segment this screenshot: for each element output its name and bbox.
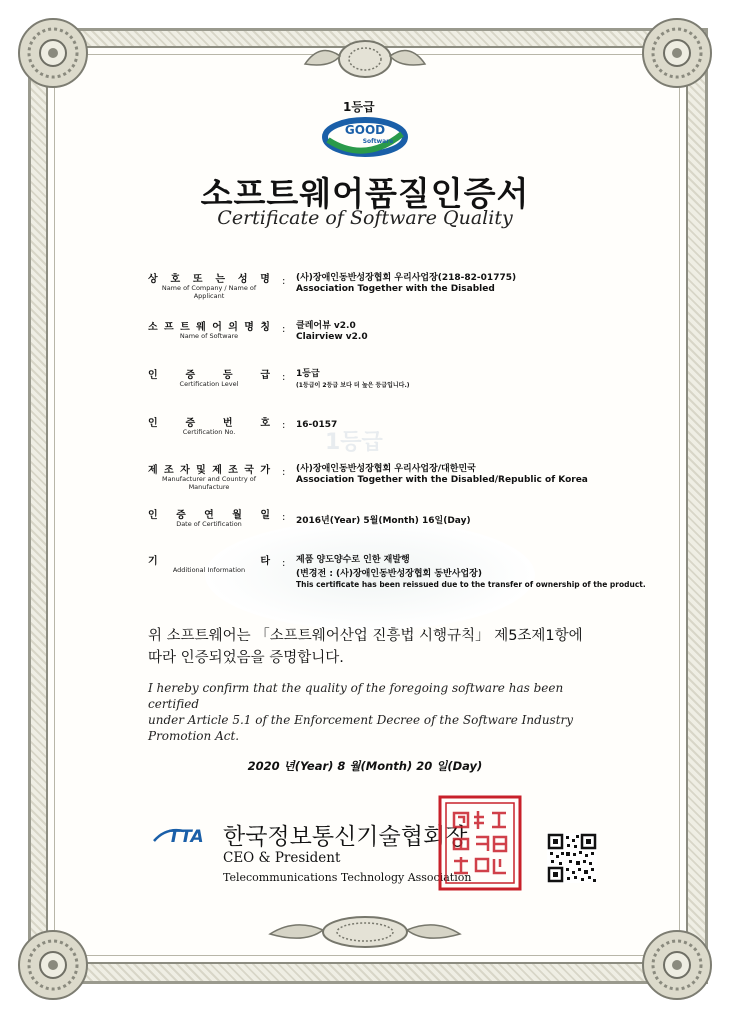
tta-logo-icon xyxy=(152,823,218,847)
grade-label: 1등급 xyxy=(343,100,375,114)
field-label-en: Date of Certification xyxy=(176,520,242,528)
issuer-name-english: Telecommunications Technology Association xyxy=(223,871,472,884)
field-label-en: Certification Level xyxy=(179,380,239,388)
good-software-logo-icon xyxy=(322,112,408,158)
field-label-en: Name of Software xyxy=(179,332,239,340)
seal-icon xyxy=(438,795,522,891)
field-label-ko: 인 증 연 월 일 xyxy=(148,510,270,521)
field-value: 1등급 xyxy=(296,369,320,379)
field-value: (사)장애인동반성장협회 우리사업장/대한민국 xyxy=(296,464,476,474)
field-value: This certificate has been reissued due to the transfer of ownership of the product. xyxy=(296,580,646,589)
corner-ornament-icon xyxy=(638,926,716,1004)
field-value: 16-0157 xyxy=(296,420,338,430)
watermark-text: 1등급 xyxy=(325,430,383,455)
statement-korean: 위 소프트웨어는 「소프트웨어산업 진흥법 시행규칙」 제5조제1항에 따라 인증되었음을 증명합니다. xyxy=(148,628,583,666)
logo-sub-text: Software xyxy=(362,138,394,145)
field-label-ko: 인 증 등 급 xyxy=(148,370,270,381)
crest-ornament-icon xyxy=(300,34,430,84)
field-value: (변경전 : (사)장애인동반성장협회 동반사업장) xyxy=(296,569,482,579)
issuer-name-korean: 한국정보통신기술협회장 xyxy=(223,824,468,850)
logo-main-text: GOOD xyxy=(344,123,386,137)
issuer-title: CEO & President xyxy=(223,850,341,866)
corner-ornament-icon xyxy=(638,14,716,92)
title-english: Certificate of Software Quality xyxy=(217,207,513,229)
corner-ornament-icon xyxy=(14,926,92,1004)
field-value: Association Together with the Disabled/Republic of Korea xyxy=(296,475,588,485)
corner-ornament-icon xyxy=(14,14,92,92)
field-value: Association Together with the Disabled xyxy=(296,284,495,294)
field-label-ko: 상 호 또 는 성 명 xyxy=(148,274,270,285)
field-label-en: Name of Company / Name of Applicant xyxy=(161,284,257,300)
field-value: 제품 양도양수로 인한 재발행 xyxy=(296,555,410,565)
crest-ornament-icon xyxy=(265,912,465,952)
qr-code-icon xyxy=(547,833,597,883)
field-label-ko: 기 타 xyxy=(148,556,270,567)
field-value: (사)장애인동반성장협회 우리사업장(218-82-01775) xyxy=(296,273,517,283)
field-label-ko: 제 조 자 및 제 조 국 가 xyxy=(148,465,270,476)
field-label-en: Manufacturer and Country of Manufacture xyxy=(161,475,257,491)
field-label-en: Certification No. xyxy=(182,428,236,436)
field-label-en: Additional Information xyxy=(172,566,246,574)
tta-logo-text: TTA xyxy=(168,827,204,847)
field-value: Clairview v2.0 xyxy=(296,332,368,342)
field-value: 2016년(Year) 5월(Month) 16일(Day) xyxy=(296,516,471,526)
field-value: (1등급이 2등급 보다 더 높은 등급입니다.) xyxy=(296,382,410,389)
title-korean: 소프트웨어품질인증서 xyxy=(200,174,530,213)
field-label-ko: 인 증 번 호 xyxy=(148,418,270,429)
issue-date: 2020 년(Year) 8 월(Month) 20 일(Day) xyxy=(247,759,483,773)
field-label-ko: 소 프 트 웨 어 의 명 칭 xyxy=(148,322,270,333)
field-value: 클레어뷰 v2.0 xyxy=(296,321,356,331)
statement-english: I hereby confirm that the quality of the foregoing software has been certified under Article 5.1 of the Enforcement Decree of the Software Industry Promotion Act. xyxy=(148,681,574,743)
